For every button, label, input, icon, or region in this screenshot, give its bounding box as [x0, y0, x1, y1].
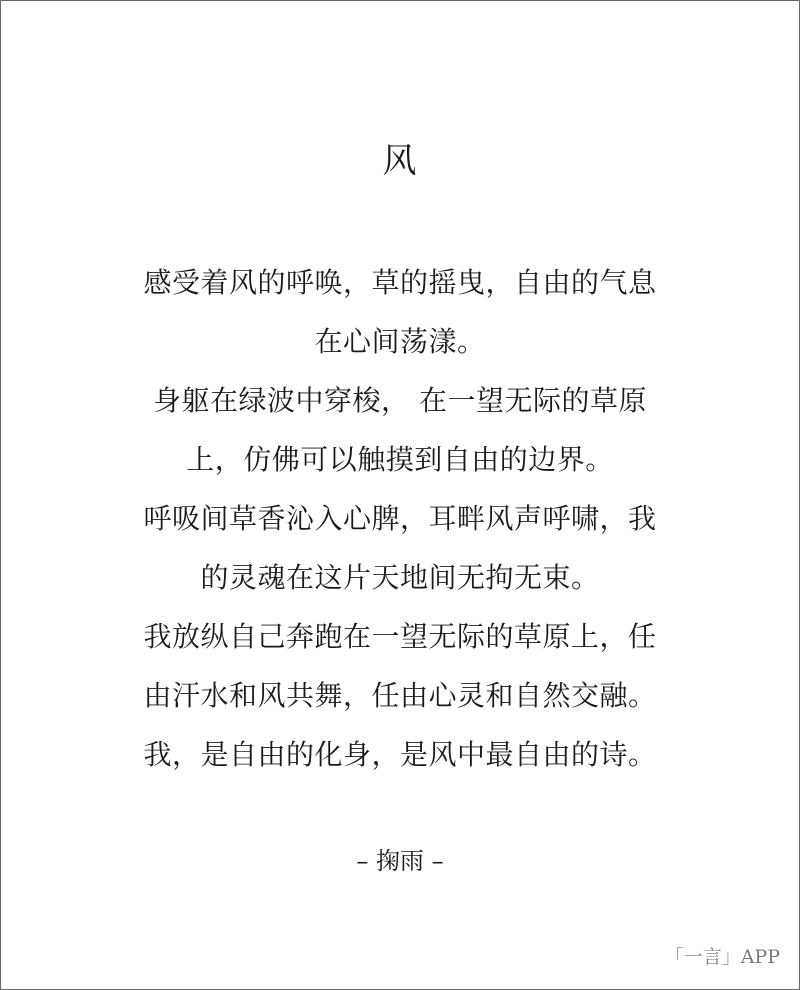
poem-line: 我，是自由的化身，是风中最自由的诗。 — [143, 738, 657, 771]
poem-line: 呼吸间草香沁入心脾，耳畔风声呼啸，我 — [143, 502, 657, 535]
poem-body — [0, 253, 800, 784]
poem-line: 在心间荡漾。 — [314, 325, 486, 358]
poem-line: 上，仿佛可以触摸到自由的边界。 — [186, 443, 614, 476]
poem-line: 我放纵自己奔跑在一望无际的草原上，任 — [143, 620, 657, 653]
poem-line: 由汗水和风共舞，任由心灵和自然交融。 — [143, 679, 657, 712]
app-watermark: 「一言」APP — [664, 946, 780, 968]
poem-line: 身躯在绿波中穿梭， 在一望无际的草原 — [153, 384, 647, 417]
poem-line: 感受着风的呼唤，草的摇曳，自由的气息 — [143, 266, 657, 299]
poem-line: 的灵魂在这片天地间无拘无束。 — [200, 561, 600, 594]
poem-author: – 掬雨 – — [356, 847, 444, 875]
poem-title: 风 — [382, 141, 418, 181]
